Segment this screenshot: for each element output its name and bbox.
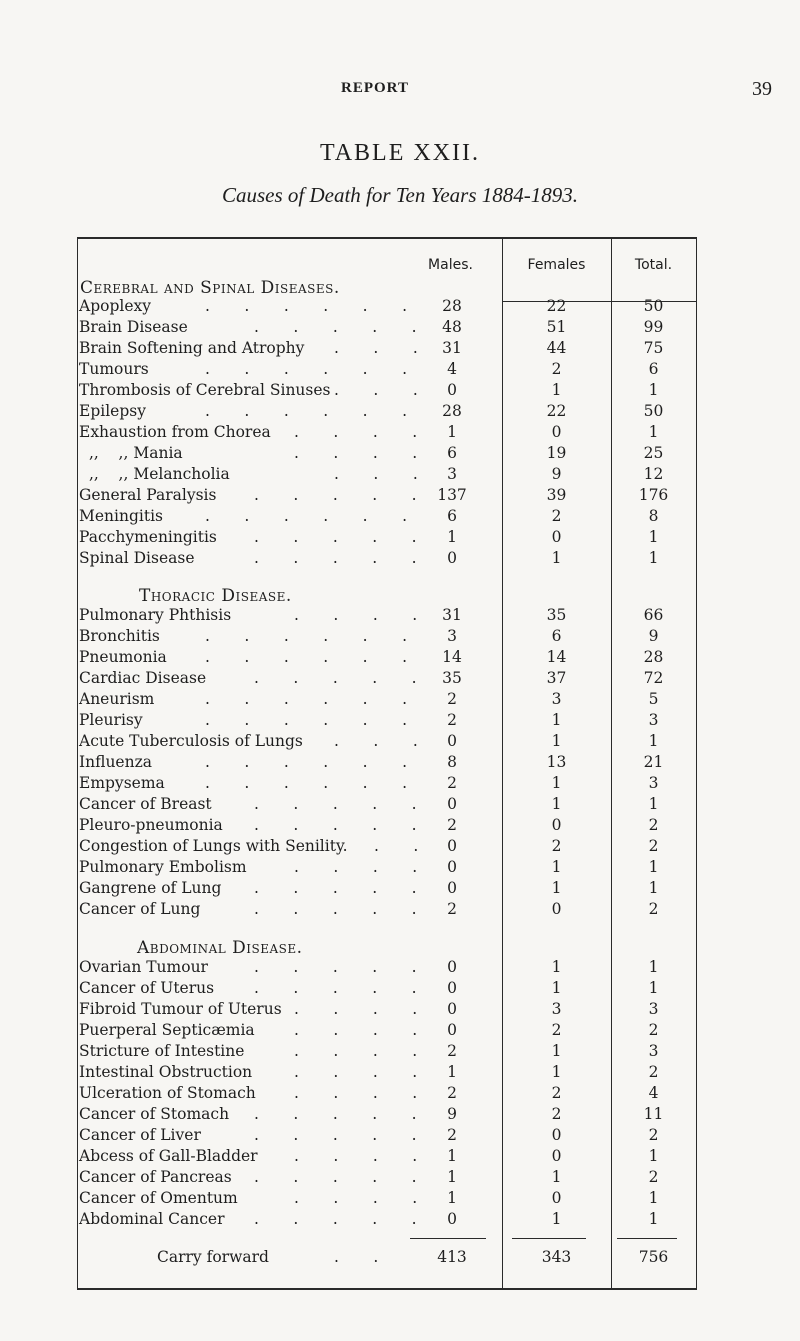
page-number: 39: [752, 78, 772, 100]
males-value: 0: [447, 795, 457, 813]
males-value: 0: [447, 979, 457, 997]
leader-dots: . . . . .: [254, 486, 417, 504]
cause-label: Brain Softening and Atrophy: [79, 339, 305, 357]
males-value: 6: [447, 507, 457, 525]
females-value: 1: [551, 549, 562, 567]
total-value: 1: [648, 958, 659, 976]
leader-dots: . . . . . .: [205, 627, 408, 645]
table-row: [77, 668, 697, 689]
males-value: 3: [447, 465, 457, 483]
cause-label: Abcess of Gall-Bladder: [79, 1147, 258, 1165]
leader-dots: . . . .: [294, 1084, 418, 1102]
males-value: 0: [447, 381, 457, 399]
cause-label: ,, ,, Mania: [89, 444, 183, 462]
cause-label: Puerperal Septicæmia: [79, 1021, 255, 1039]
cause-label: Intestinal Obstruction: [79, 1063, 253, 1081]
females-value: 6: [551, 627, 562, 645]
males-value: 4: [447, 360, 457, 378]
females-value: 44: [546, 339, 567, 357]
column-header-total: Total.: [634, 257, 673, 273]
cause-label: Brain Disease: [79, 318, 188, 336]
total-value: 66: [643, 606, 664, 624]
leader-dots: . . . .: [294, 1000, 418, 1018]
males-value: 28: [442, 297, 462, 315]
males-value: 1: [447, 1147, 457, 1165]
table-row: [77, 464, 697, 485]
table-row: [77, 359, 697, 380]
leader-dots: . . . . . .: [205, 774, 408, 792]
females-value: 1: [551, 1168, 562, 1186]
females-value: 1: [551, 858, 562, 876]
leader-dots: . . . . .: [254, 900, 417, 918]
total-value: 1: [648, 423, 659, 441]
table-row: [77, 957, 697, 978]
leader-dots: . . . .: [294, 1021, 418, 1039]
total-value: 11: [643, 1105, 664, 1123]
females-value: 0: [551, 1126, 562, 1144]
table-row: [77, 548, 697, 569]
males-value: 0: [447, 837, 457, 855]
cause-label: Aneurism: [79, 690, 155, 708]
table-row: [77, 1083, 697, 1104]
males-value: 0: [447, 1000, 457, 1018]
males-value: 2: [447, 1084, 457, 1102]
females-value: 2: [551, 837, 562, 855]
males-value: 2: [447, 900, 457, 918]
males-value: 48: [442, 318, 462, 336]
females-value: 0: [551, 423, 562, 441]
males-value: 0: [447, 1210, 457, 1228]
table-row: [77, 1020, 697, 1041]
cause-label: Bronchitis: [79, 627, 160, 645]
cause-label: ,, ,, Melancholia: [89, 465, 230, 483]
total-value: 5: [648, 690, 659, 708]
total-value: 50: [643, 402, 664, 420]
females-value: 2: [551, 1021, 562, 1039]
cause-label: Epilepsy: [79, 402, 146, 420]
leader-dots: . . . . .: [254, 1210, 417, 1228]
leader-dots: . . . . .: [254, 979, 417, 997]
table-row: [77, 605, 697, 626]
section-heading: Cerebral and Spinal Diseases.: [80, 278, 340, 298]
males-value: 2: [447, 711, 457, 729]
top-rule: [77, 237, 697, 239]
total-value: 1: [648, 858, 659, 876]
leader-dots: . . . . . .: [205, 402, 408, 420]
total-value: 2: [648, 837, 659, 855]
leader-dots: . . . . .: [254, 528, 417, 546]
section-heading: Thoracic Disease.: [139, 586, 292, 606]
females-value: 2: [551, 1105, 562, 1123]
males-value: 35: [442, 669, 462, 687]
total-value: 72: [643, 669, 664, 687]
cause-label: Congestion of Lungs with Senility.: [79, 837, 348, 855]
leader-dots: . . . . .: [254, 879, 417, 897]
bottom-rule: [77, 1288, 697, 1290]
males-value: 2: [447, 774, 457, 792]
table-row: [77, 338, 697, 359]
females-value: 37: [546, 669, 567, 687]
table-row: [77, 1041, 697, 1062]
leader-dots: . . . . .: [254, 318, 417, 336]
leader-dots: . . .: [334, 339, 418, 357]
column-header-males: Males.: [428, 257, 473, 273]
females-value: 1: [551, 1063, 562, 1081]
section-heading: Abdominal Disease.: [137, 938, 303, 958]
total-value: 2: [648, 1021, 659, 1039]
total-value: 3: [648, 1000, 659, 1018]
total-value: 2: [648, 900, 659, 918]
cause-label: Cancer of Omentum: [79, 1189, 238, 1207]
total-value: 1: [648, 732, 659, 750]
cause-label: Pleuro-pneumonia: [79, 816, 223, 834]
leader-dots: . . . .: [294, 1189, 418, 1207]
males-value: 0: [447, 549, 457, 567]
total-value: 1: [648, 879, 659, 897]
females-value: 1: [551, 879, 562, 897]
leader-dots: . . . .: [294, 444, 418, 462]
leader-dots: . . . . . .: [205, 648, 408, 666]
leader-dots: . . . . . .: [205, 711, 408, 729]
total-value: 1: [648, 795, 659, 813]
total-value: 1: [648, 979, 659, 997]
leader-dots: . . . . .: [254, 795, 417, 813]
females-value: 1: [551, 732, 562, 750]
table-row: [77, 773, 697, 794]
cause-label: Pneumonia: [79, 648, 167, 666]
table-row: [77, 506, 697, 527]
cause-label: Pacchymeningitis: [79, 528, 217, 546]
females-value: 0: [551, 1147, 562, 1165]
table-row: [77, 443, 697, 464]
leader-dots: . . . . .: [254, 1105, 417, 1123]
total-value: 2: [648, 816, 659, 834]
females-value: 14: [546, 648, 567, 666]
table-row: [77, 626, 697, 647]
cause-label: Meningitis: [79, 507, 163, 525]
males-value: 2: [447, 816, 457, 834]
total-value: 9: [648, 627, 659, 645]
males-value: 1: [447, 423, 457, 441]
table-row: [77, 999, 697, 1020]
total-value: 3: [648, 711, 659, 729]
leader-dots: . . . . .: [254, 1168, 417, 1186]
males-value: 0: [447, 1021, 457, 1039]
leader-dots: . . . .: [294, 423, 418, 441]
total-value: 99: [643, 318, 664, 336]
sum-rule: [617, 1238, 677, 1239]
females-value: 51: [546, 318, 567, 336]
leader-dots: . . . . .: [254, 669, 417, 687]
leader-dots: . . . . . .: [205, 690, 408, 708]
cause-label: Pleurisy: [79, 711, 143, 729]
leader-dots: . . . .: [294, 1147, 418, 1165]
females-value: 3: [551, 690, 562, 708]
cause-label: Cancer of Liver: [79, 1126, 201, 1144]
table-row: [77, 857, 697, 878]
cause-label: Cancer of Lung: [79, 900, 201, 918]
cause-label: Fibroid Tumour of Uterus: [79, 1000, 282, 1018]
females-value: 19: [546, 444, 567, 462]
females-value: 1: [551, 774, 562, 792]
leader-dots: . . . .: [294, 606, 418, 624]
females-value: 1: [551, 711, 562, 729]
females-value: 9: [551, 465, 562, 483]
cause-label: Cardiac Disease: [79, 669, 207, 687]
leader-dots: . . . . .: [254, 1126, 417, 1144]
leader-dots: . . . . .: [254, 958, 417, 976]
cause-label: Tumours: [79, 360, 149, 378]
males-total: 413: [437, 1248, 467, 1266]
cause-label: Thrombosis of Cerebral Sinuses: [79, 381, 331, 399]
males-value: 0: [447, 879, 457, 897]
females-value: 0: [551, 900, 562, 918]
table-row: [77, 752, 697, 773]
cause-label: Stricture of Intestine: [79, 1042, 245, 1060]
table-row: [77, 1188, 697, 1209]
table-row: [77, 422, 697, 443]
females-value: 1: [551, 795, 562, 813]
males-value: 28: [442, 402, 462, 420]
leader-dots: . . .: [334, 465, 418, 483]
table-row: [77, 794, 697, 815]
males-value: 9: [447, 1105, 457, 1123]
cause-label: Apoplexy: [79, 297, 151, 315]
cause-label: General Paralysis: [79, 486, 217, 504]
males-value: 6: [447, 444, 457, 462]
cause-label: Influenza: [79, 753, 152, 771]
table-row: [77, 878, 697, 899]
table-row: [77, 815, 697, 836]
total-value: 1: [648, 528, 659, 546]
total-value: 6: [648, 360, 659, 378]
females-value: 2: [551, 360, 562, 378]
cause-label: Cancer of Breast: [79, 795, 212, 813]
total-value: 25: [643, 444, 664, 462]
table-row: [77, 689, 697, 710]
cause-label: Gangrene of Lung: [79, 879, 222, 897]
leader-dots: . . .: [334, 732, 418, 750]
cause-label: Pulmonary Phthisis: [79, 606, 232, 624]
sum-rule: [410, 1238, 486, 1239]
females-value: 3: [551, 1000, 562, 1018]
leader-dots: . . . . . .: [205, 360, 408, 378]
leader-dots: . . . . .: [254, 549, 417, 567]
table-row: [77, 710, 697, 731]
females-value: 1: [551, 1210, 562, 1228]
total-value: 3: [648, 1042, 659, 1060]
cause-label: Abdominal Cancer: [79, 1210, 225, 1228]
carry-forward-row: [77, 1247, 697, 1268]
cause-label: Spinal Disease: [79, 549, 195, 567]
males-value: 31: [442, 339, 462, 357]
total-value: 1: [648, 381, 659, 399]
table-row: [77, 1104, 697, 1125]
total-value: 50: [643, 297, 664, 315]
table-row: [77, 647, 697, 668]
table-row: [77, 317, 697, 338]
table-row: [77, 1167, 697, 1188]
table-row: [77, 1125, 697, 1146]
cause-label: Ovarian Tumour: [79, 958, 208, 976]
total-value: 1: [648, 1210, 659, 1228]
females-value: 2: [551, 1084, 562, 1102]
column-header-females: Females: [527, 257, 586, 273]
leader-dots: . . . . . .: [205, 753, 408, 771]
table-row: [77, 1146, 697, 1167]
females-value: 39: [546, 486, 567, 504]
table-row: [77, 1209, 697, 1230]
females-value: 1: [551, 1042, 562, 1060]
males-value: 2: [447, 690, 457, 708]
females-value: 13: [546, 753, 567, 771]
table-row: [77, 380, 697, 401]
table-row: [77, 527, 697, 548]
males-value: 2: [447, 1126, 457, 1144]
females-value: 1: [551, 958, 562, 976]
total-value: 2: [648, 1063, 659, 1081]
grand-total: 756: [638, 1248, 669, 1266]
males-value: 0: [447, 858, 457, 876]
leader-dots: . .: [334, 1248, 379, 1266]
total-value: 75: [643, 339, 664, 357]
total-value: 2: [648, 1168, 659, 1186]
cause-label: Cancer of Pancreas: [79, 1168, 232, 1186]
total-value: 1: [648, 1147, 659, 1165]
males-value: 1: [447, 1168, 457, 1186]
leader-dots: . . . . . .: [205, 297, 408, 315]
females-value: 0: [551, 816, 562, 834]
cause-label: Ulceration of Stomach: [79, 1084, 256, 1102]
males-value: 3: [447, 627, 457, 645]
males-value: 1: [447, 1189, 457, 1207]
cause-label: Empysema: [79, 774, 165, 792]
table-row: [77, 731, 697, 752]
table-row: [77, 836, 697, 857]
leader-dots: . . .: [334, 381, 418, 399]
males-value: 14: [442, 648, 462, 666]
table-row: [77, 899, 697, 920]
males-value: 2: [447, 1042, 457, 1060]
females-value: 1: [551, 979, 562, 997]
carry-forward-label: Carry forward: [157, 1248, 269, 1266]
females-value: 1: [551, 381, 562, 399]
females-total: 343: [541, 1248, 572, 1266]
total-value: 1: [648, 1189, 659, 1207]
total-value: 176: [638, 486, 669, 504]
leader-dots: . . . .: [294, 1063, 418, 1081]
total-value: 21: [643, 753, 664, 771]
cause-label: Cancer of Uterus: [79, 979, 215, 997]
males-value: 0: [447, 958, 457, 976]
table-row: [77, 296, 697, 317]
table-title: TABLE XXII.: [319, 140, 481, 166]
table-row: [77, 978, 697, 999]
leader-dots: . . . . . .: [205, 507, 408, 525]
cause-label: Acute Tuberculosis of Lungs: [79, 732, 303, 750]
total-value: 8: [648, 507, 659, 525]
leader-dots: . . . . .: [254, 816, 417, 834]
table-row: [77, 401, 697, 422]
females-value: 22: [546, 402, 567, 420]
leader-dots: . . . .: [294, 858, 418, 876]
total-value: 12: [643, 465, 664, 483]
total-value: 28: [643, 648, 664, 666]
females-value: 22: [546, 297, 567, 315]
males-value: 8: [447, 753, 457, 771]
cause-label: Pulmonary Embolism: [79, 858, 247, 876]
total-value: 3: [648, 774, 659, 792]
total-value: 2: [648, 1126, 659, 1144]
running-header: REPORT: [341, 80, 409, 96]
total-value: 1: [648, 549, 659, 567]
males-value: 1: [447, 528, 457, 546]
females-value: 35: [546, 606, 567, 624]
table-subtitle: Causes of Death for Ten Years 1884-1893.: [221, 183, 579, 207]
males-value: 137: [437, 486, 467, 504]
males-value: 31: [442, 606, 462, 624]
sum-rule: [512, 1238, 586, 1239]
females-value: 0: [551, 1189, 562, 1207]
females-value: 0: [551, 528, 562, 546]
males-value: 1: [447, 1063, 457, 1081]
table-row: [77, 1062, 697, 1083]
total-value: 4: [648, 1084, 659, 1102]
leader-dots: . . . .: [294, 1042, 418, 1060]
females-value: 2: [551, 507, 562, 525]
leader-dots: . .: [374, 837, 419, 855]
table-row: [77, 485, 697, 506]
cause-label: Exhaustion from Chorea: [79, 423, 271, 441]
males-value: 0: [447, 732, 457, 750]
cause-label: Cancer of Stomach: [79, 1105, 230, 1123]
